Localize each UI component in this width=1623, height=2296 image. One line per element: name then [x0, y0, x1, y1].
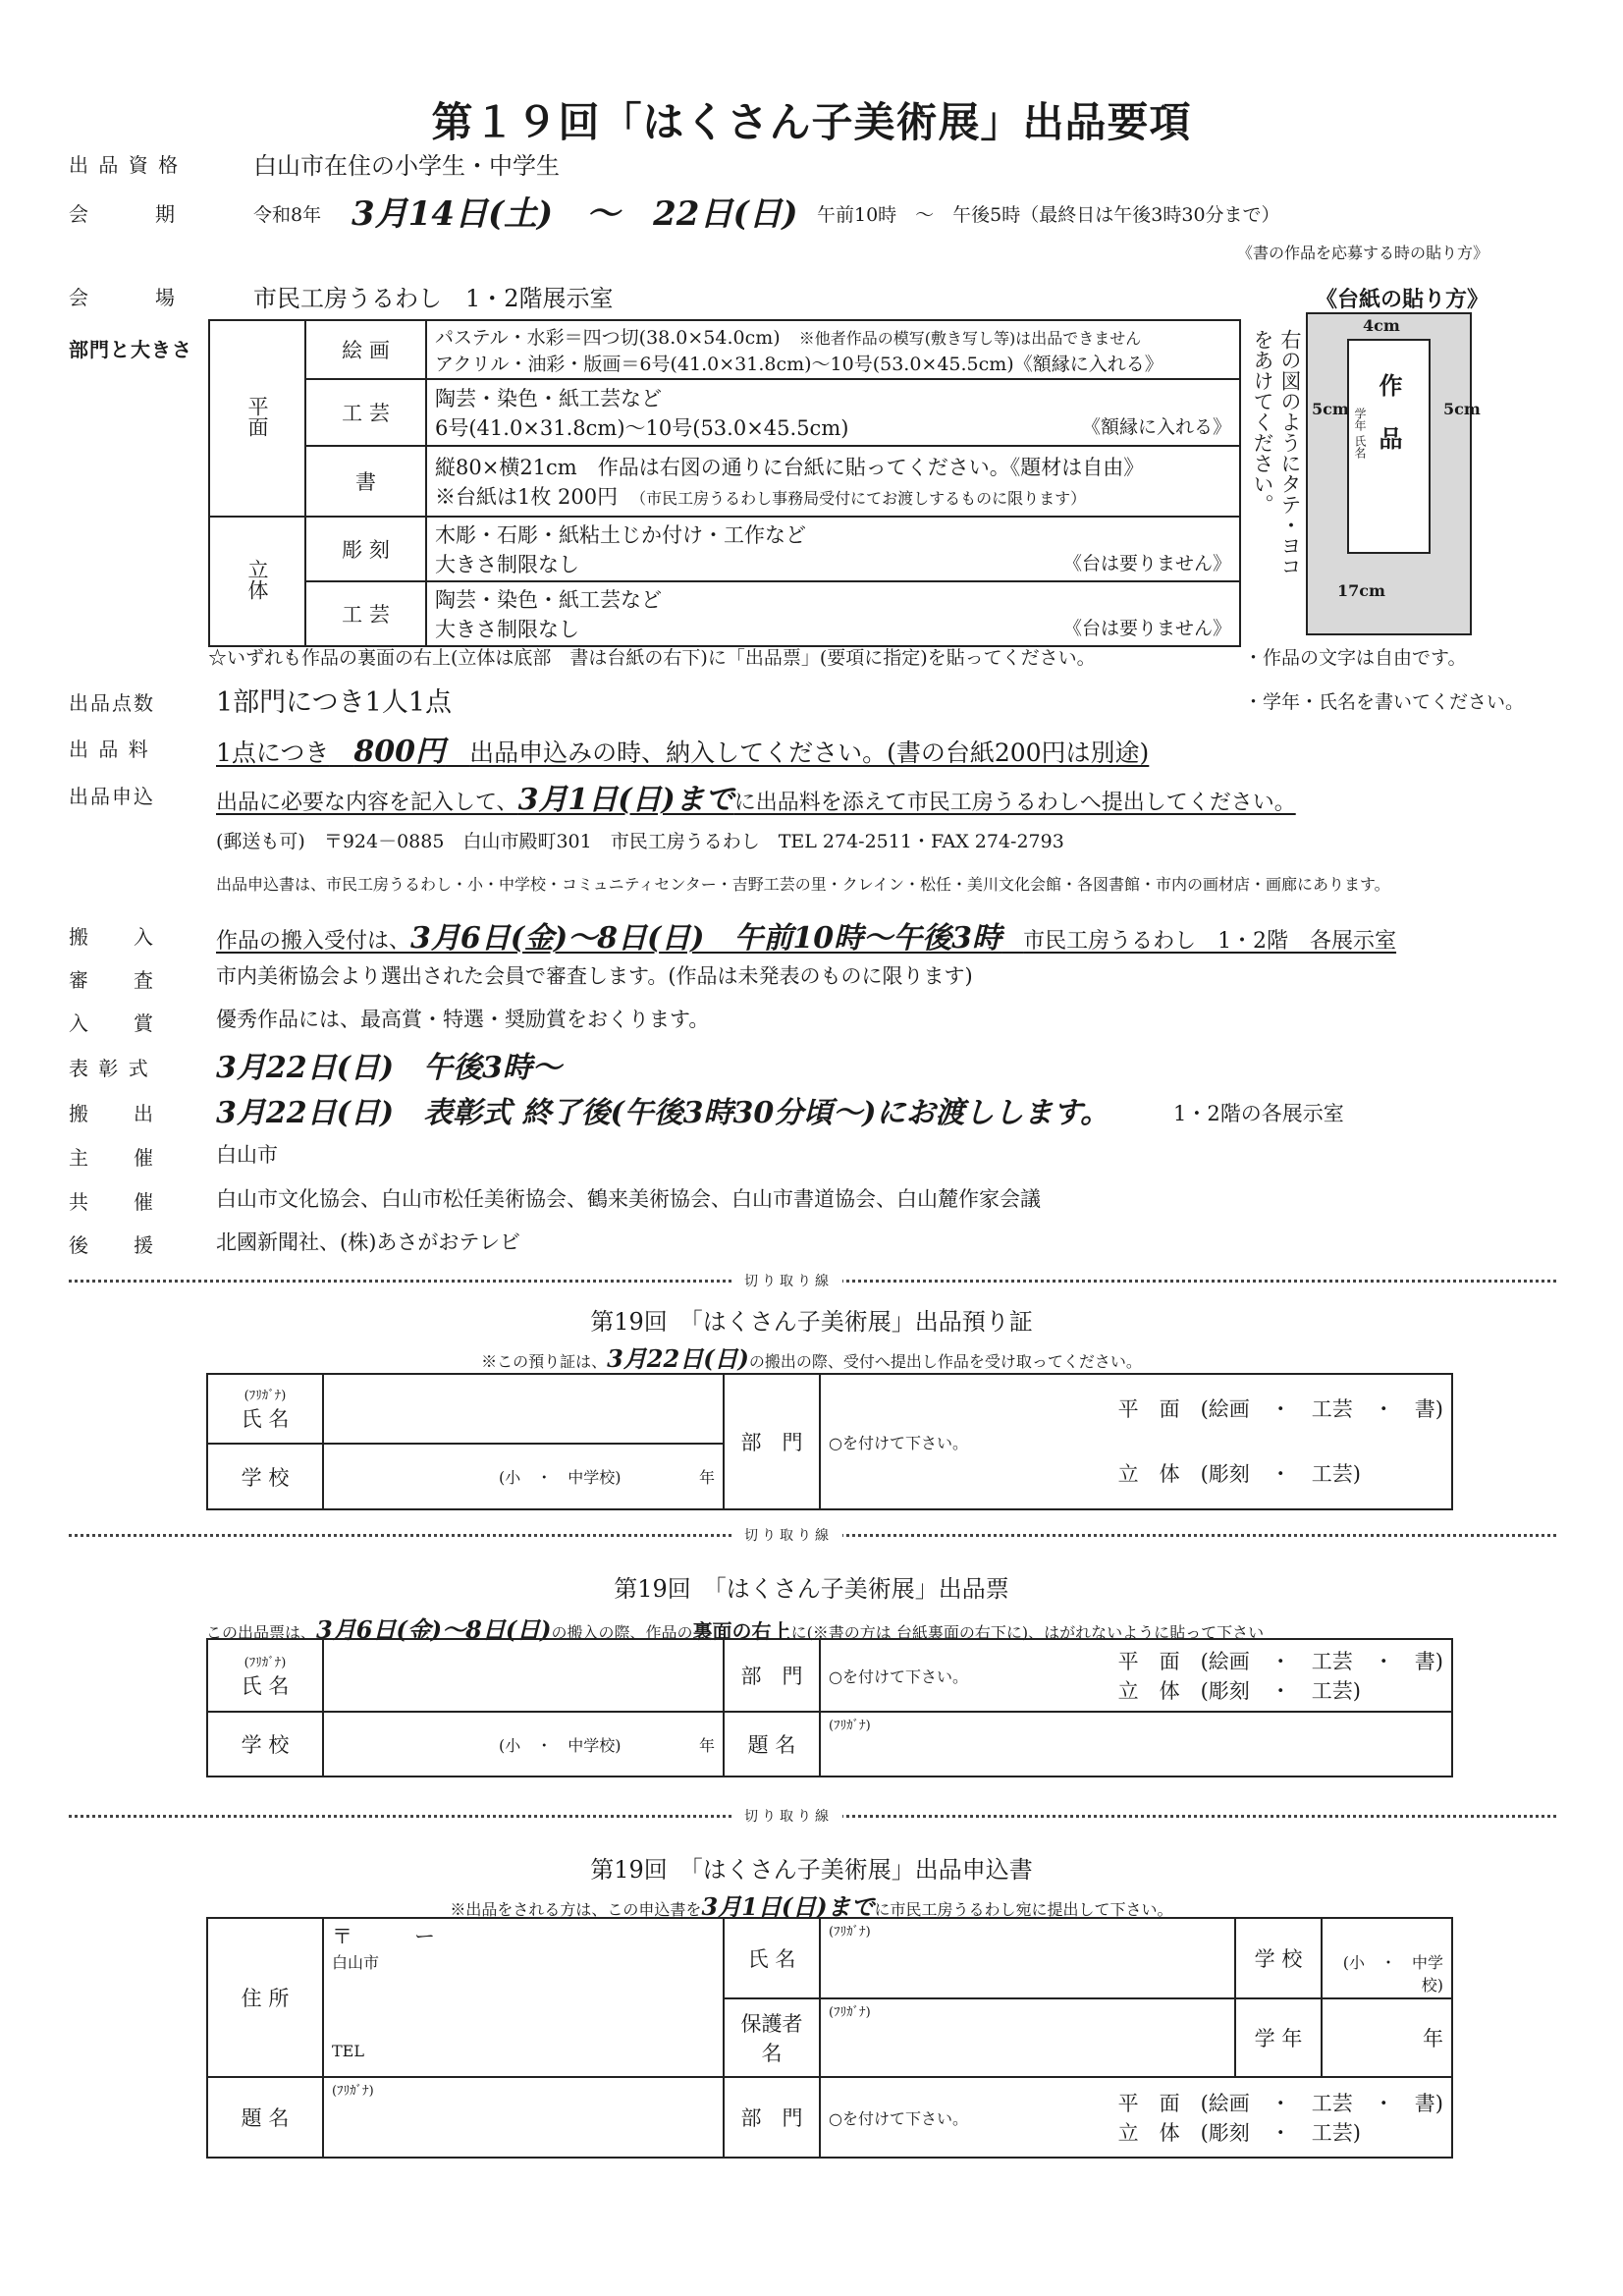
row-sculpture: 木彫・石彫・紙粘土じか付け・工作など 大きさ制限なし 《台は要りません》 — [426, 517, 1240, 581]
period-label: 会 期 — [69, 202, 177, 226]
label-name-field[interactable] — [323, 1639, 724, 1712]
qualification-label: 出 品 資 格 — [69, 153, 181, 177]
mount-bottom: 17cm — [1337, 581, 1385, 600]
label-school-label: 学 校 — [207, 1712, 323, 1777]
flat-cell: 平面 — [209, 320, 305, 517]
address: (郵送も可) 〒924－0885 白山市殿町301 市民工房うるわし TEL 274-2511・FAX 274-2793 — [216, 831, 1064, 852]
mount-work: 作品 — [1375, 373, 1403, 479]
count-value: 1部門につき1人1点 — [216, 687, 452, 718]
application-title: 第19回 「はくさん子美術展」出品申込書 — [590, 1856, 1033, 1884]
support-label: 後 援 — [69, 1233, 155, 1257]
label-title-label: 題 名 — [724, 1712, 820, 1777]
period-dates: 3月14日(土) ～ 22日(日) — [352, 194, 798, 234]
carry-out-value: 3月22日(日) 表彰式 終了後(午後3時30分頃～)にお渡しします。 — [216, 1096, 1110, 1130]
ceremony-value: 3月22日(日) 午後3時～ — [216, 1051, 562, 1085]
app-guardian-field[interactable]: (ﾌﾘｶﾞﾅ) — [820, 1998, 1235, 2077]
ceremony-label: 表 彰 式 — [69, 1057, 150, 1080]
period-hours: 午前10時 ～ 午後5時（最終日は午後3時30分まで） — [817, 204, 1280, 226]
receipt-table — [206, 1373, 1453, 1510]
judge-label: 審 査 — [69, 968, 155, 992]
row-craft-flat: 陶芸・染色・紙工芸など 6号(41.0×31.8cm)～10号(53.0×45.5cm) 《額縁に入れる》 — [426, 379, 1240, 446]
cut-label-3: 切り取り線 — [734, 1806, 842, 1826]
venue-label: 会 場 — [69, 286, 177, 309]
label-dept-field[interactable]: ○を付けて下さい。 平 面 (絵画 ・ 工芸 ・ 書) 立 体 (彫刻 ・ 工芸) — [820, 1639, 1452, 1712]
mount-top: 4cm — [1363, 316, 1400, 335]
cohost-label: 共 催 — [69, 1190, 155, 1214]
label-title-field[interactable]: (ﾌﾘｶﾞﾅ) — [820, 1712, 1452, 1777]
mount-grade-name: 学年 氏名 — [1353, 408, 1367, 459]
period-era: 令和8年 — [253, 204, 322, 226]
sections-table — [208, 319, 1241, 647]
receipt-name-field[interactable] — [323, 1374, 724, 1444]
sho-note-top: 《書の作品を応募する時の貼り方》 — [1237, 244, 1489, 262]
fee-value: 1点につき 800円 出品申込みの時、納入してください。(書の台紙200円は別途) — [216, 735, 1150, 769]
receipt-title: 第19回 「はくさん子美術展」出品預り証 — [590, 1308, 1033, 1336]
places: 出品申込書は、市民工房うるわし・小・中学校・コミュニティセンター・吉野工芸の里・クレイン・松任・美川文化会館・各図書館・市内の画材店・画廊にあります。 — [216, 875, 1390, 894]
apply-label: 出品申込 — [69, 785, 155, 808]
label-name-label: (ﾌﾘｶﾞﾅ) 氏 名 — [207, 1639, 323, 1712]
app-address-field[interactable]: 〒 ー 白山市 TEL — [323, 1918, 724, 2077]
sho-note-2: ・学年・氏名を書いてください。 — [1244, 691, 1525, 713]
receipt-dept-label: 部 門 — [724, 1374, 820, 1509]
cat-craft-solid: 工 芸 — [305, 581, 426, 646]
application-table — [206, 1917, 1453, 2159]
fee-label: 出 品 料 — [69, 738, 150, 761]
award-value: 優秀作品には、最高賞・特選・奨励賞をおくります。 — [216, 1008, 710, 1031]
mount-left: 5cm — [1312, 400, 1349, 418]
label-form-title: 第19回 「はくさん子美術展」出品票 — [614, 1575, 1009, 1603]
label-school-field[interactable]: (小 ・ 中学校) 年 — [323, 1712, 724, 1777]
qualification-value: 白山市在住の小学生・中学生 — [253, 152, 560, 180]
label-form-note: この出品票は、3月6日(金)～8日(日)の搬入の際、作品の裏面の右上に(※書の方は 台紙裏面の右下に)、はがれないように貼って下さい — [206, 1615, 1265, 1644]
carry-in-value: 作品の搬入受付は、3月6日(金)～8日(日) 午前10時～午後3時 市民工房うるわし 1・2階 各展示室 — [216, 921, 1397, 956]
award-label: 入 賞 — [69, 1011, 155, 1035]
application-note: ※出品をされる方は、この申込書を3月1日(日)までに市民工房うるわし宛に提出して下さい。 — [450, 1892, 1173, 1921]
receipt-name-label: (ﾌﾘｶﾞﾅ) 氏 名 — [207, 1374, 323, 1444]
venue-value: 市民工房うるわし 1・2階展示室 — [253, 285, 614, 312]
carry-out-post: 1・2階の各展示室 — [1173, 1102, 1344, 1125]
receipt-school-field[interactable]: (小 ・ 中学校) 年 — [323, 1444, 724, 1509]
cat-painting: 絵 画 — [305, 320, 426, 379]
cat-craft-flat: 工 芸 — [305, 379, 426, 446]
cut-label-2: 切り取り線 — [734, 1525, 842, 1545]
receipt-note: ※この預り証は、3月22日(日)の搬出の際、受付へ提出し作品を受け取ってください。 — [481, 1344, 1142, 1373]
host-label: 主 催 — [69, 1146, 155, 1170]
sections-label: 部門と大きさ — [69, 338, 192, 361]
carry-out-label: 搬 出 — [69, 1102, 155, 1125]
app-dept-field[interactable]: ○を付けて下さい。 平 面 (絵画 ・ 工芸 ・ 書) 立 体 (彫刻 ・ 工芸) — [820, 2077, 1452, 2158]
receipt-dept-field[interactable]: ○を付けて下さい。 平 面 (絵画 ・ 工芸 ・ 書) 立 体 (彫刻 ・ 工芸) — [820, 1374, 1452, 1509]
receipt-school-label: 学 校 — [207, 1444, 323, 1509]
app-grade-label: 学 年 — [1235, 1998, 1322, 2077]
app-address-label: 住 所 — [207, 1918, 323, 2077]
judge-value: 市内美術協会より選出された会員で審査します。(作品は未発表のものに限ります) — [216, 964, 973, 988]
app-school-label: 学 校 — [1235, 1918, 1322, 1998]
host-value: 白山市 — [216, 1143, 278, 1167]
mount-right: 5cm — [1443, 400, 1481, 418]
label-note: ☆いずれも作品の裏面の右上(立体は底部 書は台紙の右下)に「出品票」(要項に指定)を貼ってください。 — [208, 647, 1096, 669]
row-sho: 縦80×横21cm 作品は右図の通りに台紙に貼ってください。《題材は自由》 ※台紙は1枚 200円 （市民工房うるわし事務局受付にてお渡しするものに限ります） — [426, 446, 1240, 517]
label-dept-label: 部 門 — [724, 1639, 820, 1712]
app-grade-field[interactable]: 年 — [1322, 1998, 1452, 2077]
carry-in-label: 搬 入 — [69, 925, 155, 949]
app-school-field[interactable]: (小 ・ 中学校) — [1322, 1918, 1452, 1998]
page-title: 第１９回「はくさん子美術展」出品要項 — [431, 98, 1192, 146]
cut-label-1: 切り取り線 — [734, 1271, 842, 1290]
row-craft-solid: 陶芸・染色・紙工芸など 大きさ制限なし 《台は要りません》 — [426, 581, 1240, 646]
mount-vertical-note: 右の図のようにタテ・ヨコをあけてください。 — [1251, 329, 1302, 576]
app-guardian-label: 保護者名 — [724, 1998, 820, 2077]
app-name-field[interactable]: (ﾌﾘｶﾞﾅ) — [820, 1918, 1235, 1998]
support-value: 北國新聞社、(株)あさがおテレビ — [216, 1230, 520, 1254]
cohost-value: 白山市文化協会、白山市松任美術協会、鶴来美術協会、白山市書道協会、白山麓作家会議 — [216, 1187, 1041, 1211]
app-name-label: 氏 名 — [724, 1918, 820, 1998]
app-title-field[interactable]: (ﾌﾘｶﾞﾅ) — [323, 2077, 724, 2158]
app-title-label: 題 名 — [207, 2077, 323, 2158]
label-form-table — [206, 1638, 1453, 1777]
apply-value: 出品に必要な内容を記入して、3月1日(日)までに出品料を添えて市民工房うるわしへ提出してください。 — [216, 783, 1296, 817]
cat-sho: 書 — [305, 446, 426, 517]
app-dept-label: 部 門 — [724, 2077, 820, 2158]
cat-sculpture: 彫 刻 — [305, 517, 426, 581]
sho-note-1: ・作品の文字は自由です。 — [1244, 647, 1467, 669]
row-painting: パステル・水彩＝四つ切(38.0×54.0cm) ※他者作品の模写(敷き写し等)は出品できません アクリル・油彩・版画＝6号(41.0×31.8cm)～10号(53.0×45.5cm)《額縁に入れる》 — [426, 320, 1240, 379]
solid-cell: 立体 — [209, 517, 305, 646]
count-label: 出品点数 — [69, 691, 155, 715]
mount-heading: 《台紙の貼り方》 — [1316, 288, 1489, 312]
